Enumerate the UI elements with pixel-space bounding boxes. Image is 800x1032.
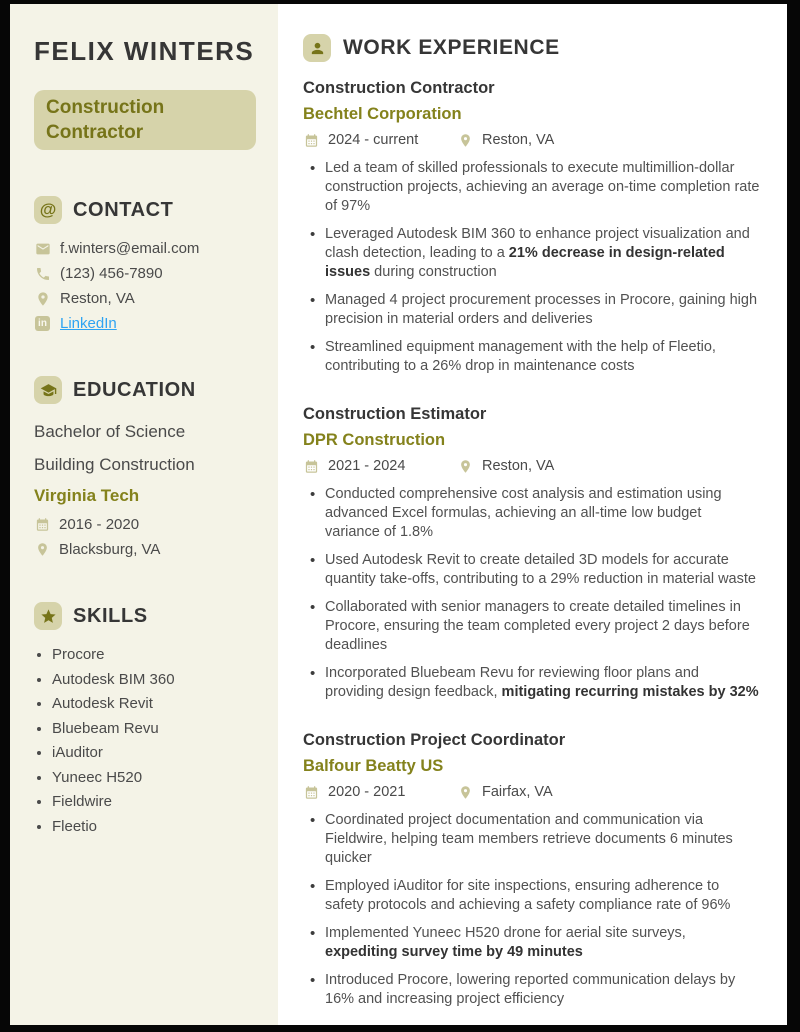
contact-list — [34, 240, 256, 332]
bullet-item — [303, 225, 760, 282]
contact-header — [34, 196, 256, 224]
job-entry — [303, 731, 760, 1009]
bullet-item — [303, 924, 760, 962]
job-title: Construction Contractor — [303, 79, 495, 97]
job-bullet-list — [303, 811, 760, 1009]
job-bullet-list — [303, 159, 760, 376]
job-entry — [303, 79, 760, 376]
job-meta-row — [303, 132, 760, 148]
at-icon: @ — [34, 196, 62, 224]
job-meta-row — [303, 784, 760, 800]
education-heading: EDUCATION — [73, 378, 196, 401]
star-icon — [34, 602, 62, 630]
job-dates-group — [303, 784, 457, 800]
bullet-text: Collaborated with senior managers to create detailed timelines in Procore, ensuring the team completed every project 2 days before deadlines — [325, 599, 750, 653]
contact-item — [34, 240, 256, 257]
job-dates: 2024 - current — [328, 132, 419, 148]
school-name: Virginia Tech — [34, 486, 140, 505]
job-location: Reston, VA — [482, 458, 555, 474]
skill-item: • Bluebeam Revu — [52, 720, 256, 737]
job-meta-row — [303, 458, 760, 474]
skill-item: • Procore — [52, 646, 256, 663]
work-experience-header — [303, 34, 760, 62]
job-dates-group — [303, 132, 457, 148]
contact-text: (123) 456-7890 — [60, 265, 163, 282]
job-dates: 2021 - 2024 — [328, 458, 406, 474]
bullet-text: Employed iAuditor for site inspections, ensuring adherence to safety protocols and achieving a safety compliance rate of 96% — [325, 878, 731, 913]
education-location-row — [34, 541, 256, 558]
bullet-item — [303, 971, 760, 1009]
calendar-icon — [303, 459, 320, 474]
contact-text: Reston, VA — [60, 290, 135, 307]
bullet-text: during construction — [370, 264, 497, 280]
education-dates: 2016 - 2020 — [59, 516, 140, 533]
sidebar — [10, 4, 278, 1025]
education-section — [34, 376, 256, 558]
degree: Bachelor of Science — [34, 422, 186, 441]
job-title: Construction Project Coordinator — [303, 731, 566, 749]
skill-item: • Yuneec H520 — [52, 769, 256, 786]
contact-heading: CONTACT — [73, 198, 174, 221]
skill-item: • iAuditor — [52, 744, 256, 761]
job-location-group — [457, 132, 554, 148]
phone-icon — [34, 266, 51, 282]
email-icon — [34, 241, 51, 257]
calendar-icon — [303, 133, 320, 148]
bullet-item — [303, 598, 760, 655]
bullet-item — [303, 485, 760, 542]
location-icon — [457, 133, 474, 148]
jobs-list — [303, 79, 760, 1009]
bullet-text: Streamlined equipment management with the help of Fleetio, contributing to a 26% drop in maintenance costs — [325, 339, 716, 374]
bullet-text: Conducted comprehensive cost analysis and estimation using advanced Excel formulas, achieving an all-time low budget variance of 1.8% — [325, 486, 722, 540]
bullet-item — [303, 338, 760, 376]
skills-header — [34, 602, 256, 630]
bullet-text: Implemented Yuneec H520 drone for aerial site surveys, — [325, 925, 686, 941]
skill-item: • Autodesk Revit — [52, 695, 256, 712]
contact-section — [34, 196, 256, 332]
education-dates-row — [34, 516, 256, 533]
job-title: Construction Estimator — [303, 405, 487, 423]
job-dates: 2020 - 2021 — [328, 784, 406, 800]
job-title-badge: Construction Contractor — [34, 90, 256, 150]
job-location-group — [457, 784, 553, 800]
bullet-bold-text: 21% decrease in design-related issues — [325, 245, 725, 280]
bullet-text: Incorporated Bluebeam Revu for reviewing floor plans and providing design feedback, — [325, 665, 699, 700]
bullet-item — [303, 811, 760, 868]
contact-item — [34, 290, 256, 307]
bullet-item — [303, 159, 760, 216]
bullet-bold-text: mitigating recurring mistakes by 32% — [501, 684, 759, 700]
company-name: Bechtel Corporation — [303, 105, 462, 123]
bullet-bold-text: expediting survey time by 49 minutes — [325, 944, 583, 960]
job-location: Fairfax, VA — [482, 784, 553, 800]
bullet-text: Used Autodesk Revit to create detailed 3D models for accurate quantity take-offs, contributing to a 29% reduction in material waste — [325, 552, 756, 587]
skills-heading: SKILLS — [73, 604, 148, 627]
skill-item: • Fieldwire — [52, 793, 256, 810]
bullet-item — [303, 664, 760, 702]
person-name: FELIX WINTERS — [34, 36, 255, 66]
company-name: Balfour Beatty US — [303, 757, 444, 775]
linkedin-link[interactable]: LinkedIn — [60, 315, 117, 332]
graduation-cap-icon — [34, 376, 62, 404]
work-experience-heading: WORK EXPERIENCE — [343, 36, 560, 59]
linkedin-icon: in — [34, 316, 51, 331]
degree-field: Building Construction — [34, 455, 195, 474]
skills-section — [34, 602, 256, 835]
calendar-icon — [303, 785, 320, 800]
skill-item: • Fleetio — [52, 818, 256, 835]
location-icon — [457, 785, 474, 800]
location-icon — [34, 291, 51, 307]
contact-item — [34, 315, 256, 332]
bullet-text: Introduced Procore, lowering reported communication delays by 16% and increasing project efficiency — [325, 972, 736, 1007]
calendar-icon — [34, 517, 51, 532]
bullet-item — [303, 291, 760, 329]
education-location: Blacksburg, VA — [59, 541, 161, 558]
bullet-text: Managed 4 project procurement processes in Procore, gaining high precision in material orders and deliveries — [325, 292, 758, 327]
bullet-text: Led a team of skilled professionals to execute multimillion-dollar construction projects, achieving an average on-time completion rate of 97% — [325, 160, 760, 214]
job-location: Reston, VA — [482, 132, 555, 148]
contact-text: f.winters@email.com — [60, 240, 200, 257]
location-icon — [34, 542, 51, 557]
main-content — [278, 4, 787, 1025]
skill-item: • Autodesk BIM 360 — [52, 671, 256, 688]
education-header — [34, 376, 256, 404]
bullet-item — [303, 551, 760, 589]
person-icon — [303, 34, 331, 62]
contact-item — [34, 265, 256, 282]
company-name: DPR Construction — [303, 431, 446, 449]
job-entry — [303, 405, 760, 702]
skills-list — [34, 646, 256, 835]
bullet-item — [303, 877, 760, 915]
job-bullet-list — [303, 485, 760, 702]
job-dates-group — [303, 458, 457, 474]
location-icon — [457, 459, 474, 474]
bullet-text: Coordinated project documentation and communication via Fieldwire, helping team members retrieve documents 6 minutes quicker — [325, 812, 733, 866]
job-location-group — [457, 458, 554, 474]
bullet-text: Leveraged Autodesk BIM 360 to enhance project visualization and clash detection, leading to a — [325, 226, 750, 261]
resume-page — [10, 4, 787, 1025]
